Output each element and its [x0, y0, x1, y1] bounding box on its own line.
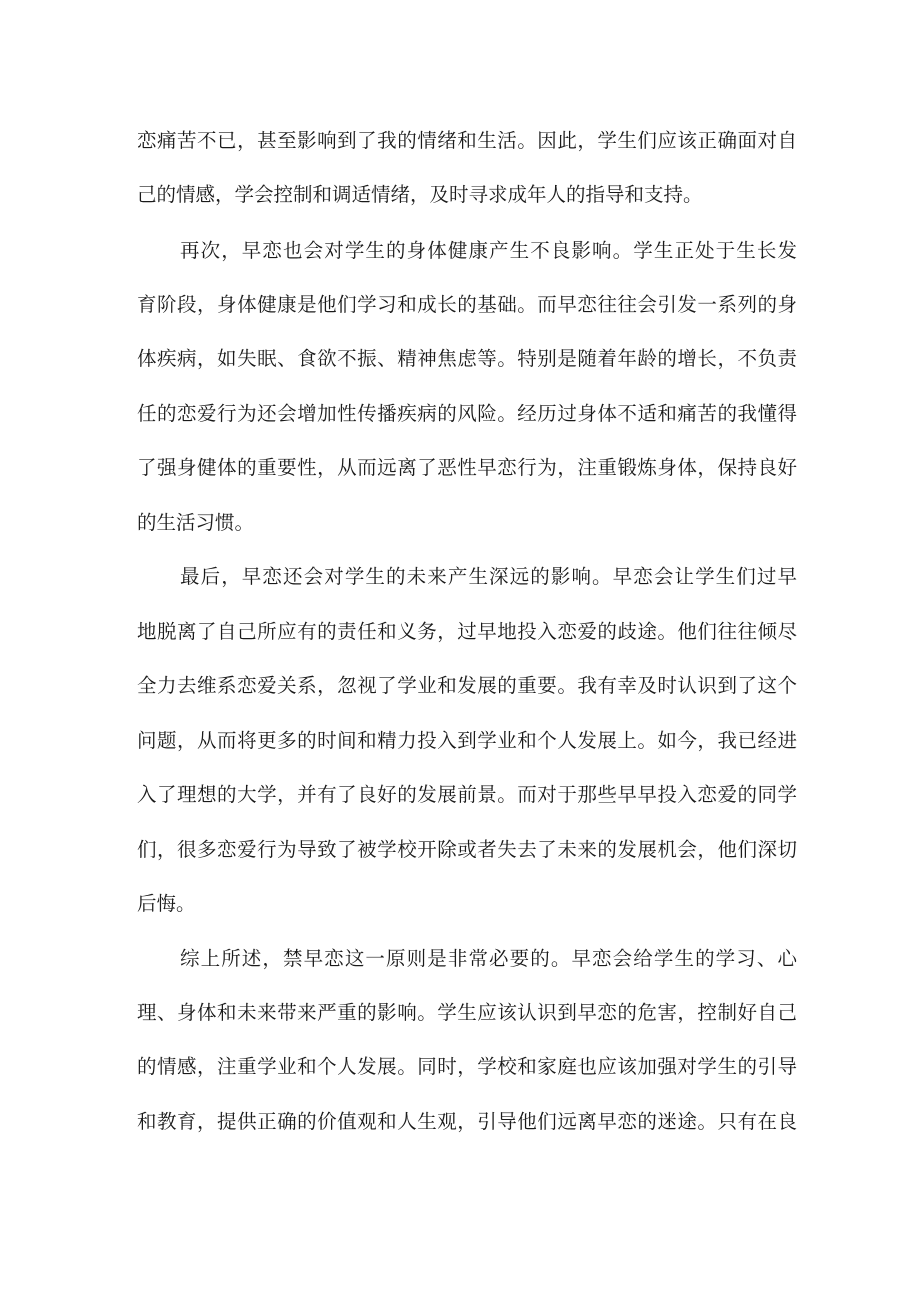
text-line: 体疾病，如失眠、食欲不振、精神焦虑等。特别是随着年龄的增长，不负责 — [137, 347, 797, 370]
text-line: 恋痛苦不已，甚至影响到了我的情绪和生活。因此，学生们应该正确面对自 — [137, 129, 797, 152]
text-line: 们，很多恋爱行为导致了被学校开除或者失去了未来的发展机会，他们深切 — [137, 838, 797, 861]
paragraph-first-line: 再次，早恋也会对学生的身体健康产生不良影响。学生正处于生长发 — [180, 239, 797, 262]
text-line: 了强身健体的重要性，从而远离了恶性早恋行为，注重锻炼身体，保持良好 — [137, 456, 797, 479]
text-line: 地脱离了自己所应有的责任和义务，过早地投入恋爱的歧途。他们往往倾尽 — [137, 620, 797, 643]
text-line: 理、身体和未来带来严重的影响。学生应该认识到早恋的危害，控制好自己 — [137, 1001, 797, 1024]
text-line: 育阶段，身体健康是他们学习和成长的基础。而早恋往往会引发一系列的身 — [137, 293, 797, 316]
text-line: 和教育，提供正确的价值观和人生观，引导他们远离早恋的迷途。只有在良 — [137, 1110, 797, 1133]
text-line: 入了理想的大学，并有了良好的发展前景。而对于那些早早投入恋爱的同学 — [137, 783, 797, 806]
text-line: 的生活习惯。 — [137, 511, 255, 534]
paragraph-first-line: 综上所述，禁早恋这一原则是非常必要的。早恋会给学生的学习、心 — [180, 947, 797, 970]
text-line: 问题，从而将更多的时间和精力投入到学业和个人发展上。如今，我已经进 — [137, 729, 797, 752]
paragraph-first-line: 最后，早恋还会对学生的未来产生深远的影响。早恋会让学生们过早 — [180, 565, 797, 588]
text-line: 任的恋爱行为还会增加性传播疾病的风险。经历过身体不适和痛苦的我懂得 — [137, 402, 797, 425]
text-line: 全力去维系恋爱关系，忽视了学业和发展的重要。我有幸及时认识到了这个 — [137, 674, 797, 697]
text-line: 己的情感，学会控制和调适情绪，及时寻求成年人的指导和支持。 — [137, 183, 703, 206]
text-line: 后悔。 — [137, 892, 196, 915]
text-line: 的情感，注重学业和个人发展。同时，学校和家庭也应该加强对学生的引导 — [137, 1055, 797, 1078]
